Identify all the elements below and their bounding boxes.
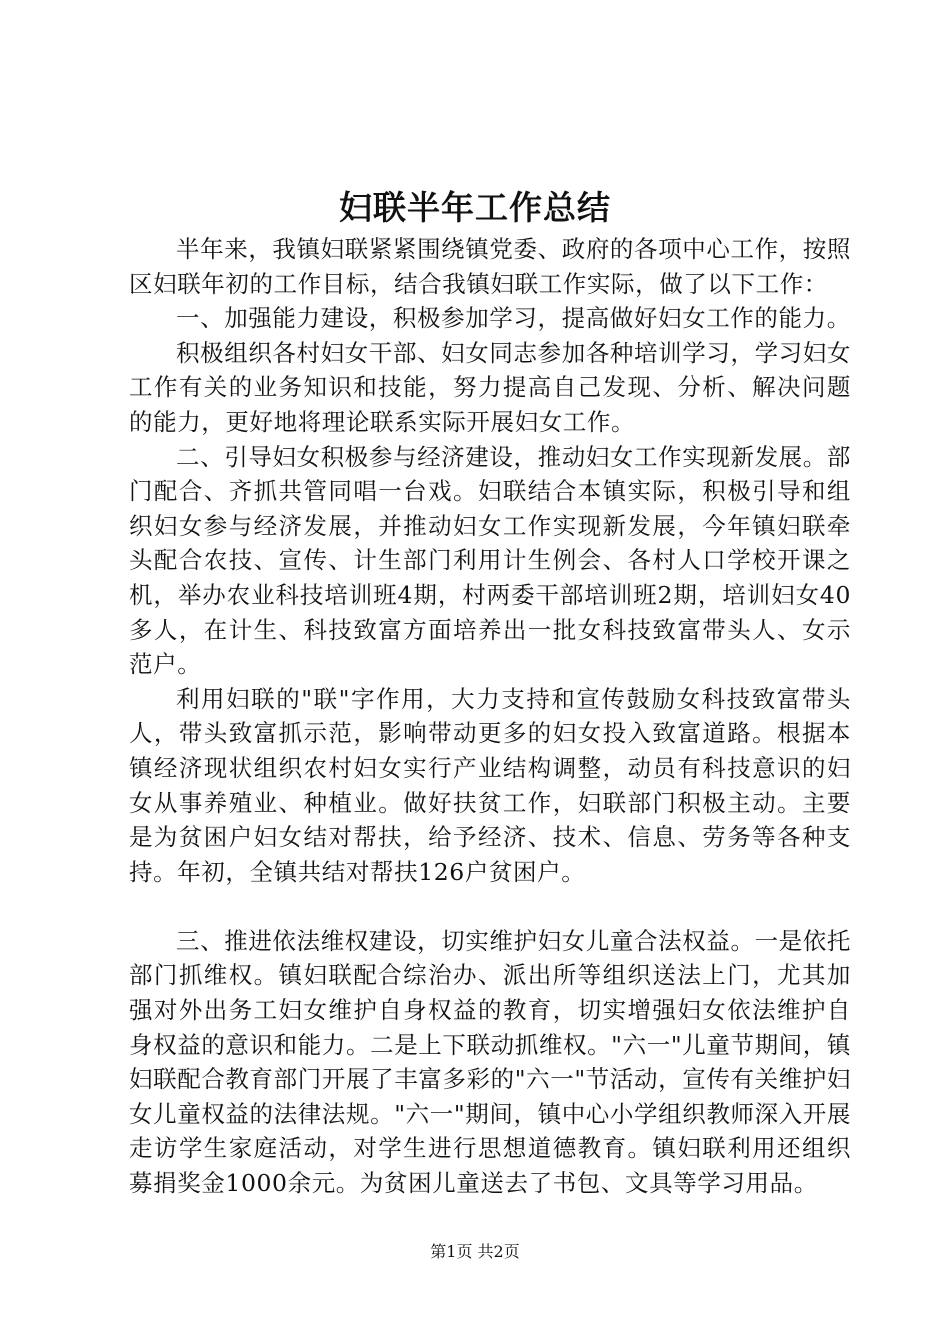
document-body: [129, 232, 851, 1201]
paragraph-intro: 半年来，我镇妇联紧紧围绕镇党委、政府的各项中心工作，按照区妇联年初的工作目标，结合我镇妇联工作实际，做了以下工作：: [129, 235, 851, 298]
blank-line: [129, 889, 851, 924]
paragraph-section-2-continued: 利用妇联的"联"字作用，大力支持和宣传鼓励女科技致富带头人，带头致富抓示范，影响带动更多的妇女投入致富道路。根据本镇经济现状组织农村妇女实行产业结构调整，动员有科技意识的妇女从事养殖业、种植业。做好扶贫工作，妇联部门积极主动。主要是为贫困户妇女结对帮扶，给予经济、技术、信息、劳务等各种支持。年初，全镇共结对帮扶126户贫困户。: [129, 684, 851, 886]
paragraph-section-1-body: 积极组织各村妇女干部、妇女同志参加各种培训学习，学习妇女工作有关的业务知识和技能，努力提高自己发现、分析、解决问题的能力，更好地将理论联系实际开展妇女工作。: [129, 338, 851, 436]
page-footer: 第1页 共2页: [430, 1242, 520, 1261]
paragraph-section-2: 二、引导妇女积极参与经济建设，推动妇女工作实现新发展。部门配合、齐抓共管同唱一台戏。妇联结合本镇实际，积极引导和组织妇女参与经济发展，并推动妇女工作实现新发展，今年镇妇联牵头配合农技、宣传、计生部门利用计生例会、各村人口学校开课之机，举办农业科技培训班4期，村两委干部培训班2期，培训妇女40多人，在计生、科技致富方面培养出一批女科技致富带头人、女示范户。: [129, 442, 851, 679]
document-title: 妇联半年工作总结: [339, 188, 611, 227]
paragraph-section-3: 三、推进依法维权建设，切实维护妇女儿童合法权益。一是依托部门抓维权。镇妇联配合综治办、派出所等组织送法上门，尤其加强对外出务工妇女维护自身权益的教育，切实增强妇女依法维护自身权益的意识和能力。二是上下联动抓维权。"六一"儿童节期间，镇妇联配合教育部门开展了丰富多彩的"六一"节活动，宣传有关维护妇女儿童权益的法律法规。"六一"期间，镇中心小学组织教师深入开展走访学生家庭活动，对学生进行思想道德教育。镇妇联利用还组织募捐奖金1000余元。为贫困儿童送去了书包、文具等学习用品。: [129, 926, 851, 1198]
paragraph-section-1-heading: 一、加强能力建设，积极参加学习，提高做好妇女工作的能力。: [176, 304, 851, 333]
